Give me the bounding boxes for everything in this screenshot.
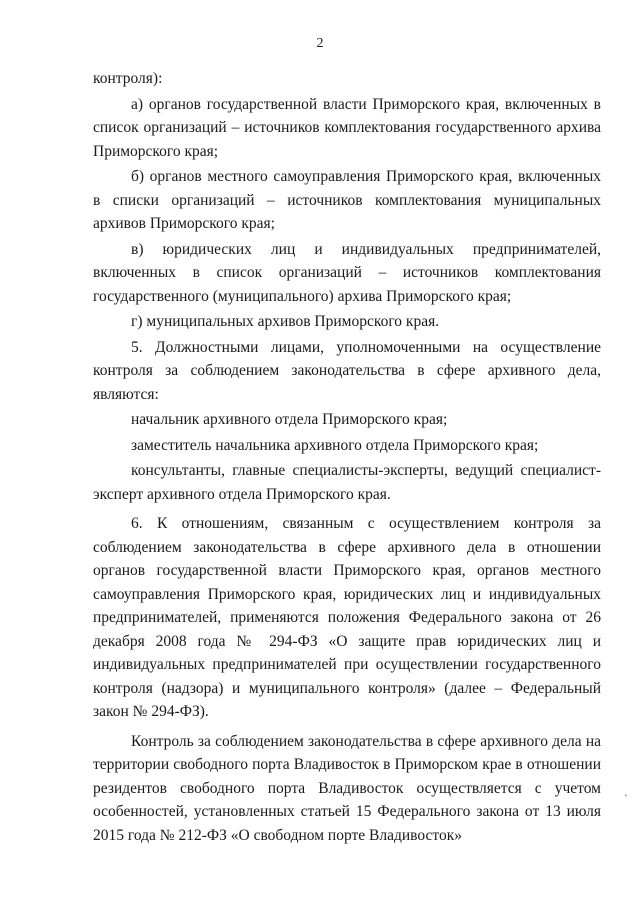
official-head: начальник архивного отдела Приморского края;	[131, 411, 448, 428]
scan-mark: `	[624, 792, 628, 806]
page-number: 2	[316, 36, 324, 51]
list-item-g: г) муниципальных архивов Приморского края.	[131, 313, 440, 330]
list-item-a: а) органов государственной власти Приморского края, включенных в список организаций – источников комплектования государственного архива Приморского края;	[93, 95, 601, 160]
list-item-b: б) органов местного самоуправления Приморского края, включенных в списки организаций – источников комплектования муниципальных архивов Приморского края;	[93, 168, 601, 232]
paragraph-continuation: контроля):	[93, 70, 163, 87]
official-specialists: консультанты, главные специалисты-эксперты, ведущий специалист-эксперт архивного отдела Приморского края.	[93, 462, 601, 503]
clause-6: 6. К отношениям, связанным с осуществлением контроля за соблюдением законодательства в сфере архивного дела в отношении органов государственной власти Приморского края, органов местного самоуправления Приморского края, юридических лиц и индивидуальных предпринимателей, применяются положения Федерального закона от 26 декабря 2008 года № 294-ФЗ «О защите прав юридических лиц и индивидуальных предпринимателей при осуществлении государственного контроля (надзора) и муниципального контроля» (далее – Федеральный закон № 294-ФЗ).	[93, 515, 601, 720]
list-item-v: в) юридических лиц и индивидуальных предпринимателей, включенных в список организаций – источников комплектования государственного (муниципального) архива Приморского края;	[93, 240, 601, 305]
clause-5: 5. Должностными лицами, уполномоченными на осуществление контроля за соблюдением законодательства в сфере архивного дела, являются:	[93, 338, 601, 403]
official-deputy: заместитель начальника архивного отдела Приморского края;	[131, 436, 539, 454]
document-body	[93, 67, 601, 847]
paragraph-free-port: Контроль за соблюдением законодательства в сфере архивного дела на территории свободного порта Владивосток в Приморском крае в отношении резидентов свободного порта Владивосток осуществляется с учетом особенностей, установленных статьей 15 Федерального закона от 13 июля 2015 года № 212-ФЗ «О свободном порте Владивосток»	[93, 732, 601, 844]
